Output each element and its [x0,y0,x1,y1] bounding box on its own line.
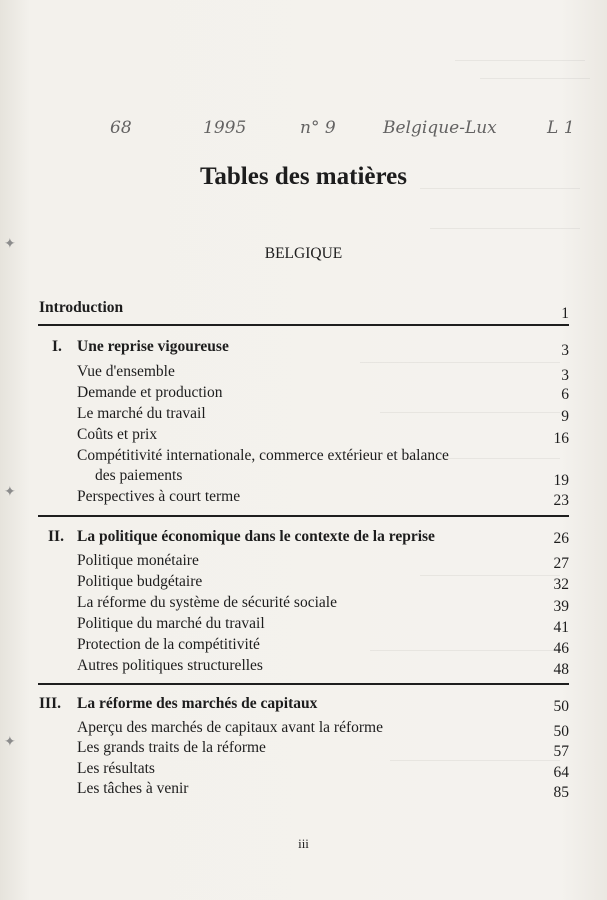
section-rule [38,683,569,685]
toc-item-page: 41 [553,619,569,636]
page-title: Tables des matières [200,163,407,190]
toc-item-label: Les tâches à venir [77,780,189,797]
toc-chapter-numeral: III. [39,695,61,712]
page-number: iii [298,836,309,851]
toc-item-label: La réforme du système de sécurité sociale [77,594,337,611]
toc-item-label: Le marché du travail [77,405,206,422]
toc-item-page: 16 [553,430,569,447]
toc-item-page: 85 [553,784,569,801]
toc-item-page: 23 [553,492,569,509]
toc-item-page: 3 [561,367,569,384]
show-through-line [420,575,560,576]
toc-item-label: Compétitivité internationale, commerce extérieur et balance [77,447,449,464]
toc-item-page: 50 [553,723,569,740]
toc-item-label: Politique budgétaire [77,573,203,590]
handwritten-note: L 1 [547,118,575,138]
toc-chapter-page: 26 [553,530,569,547]
toc-chapter-numeral: II. [48,528,64,545]
toc-item-page: 6 [561,386,569,403]
toc-chapter-title: La réforme des marchés de capitaux [77,695,318,712]
show-through-line [380,412,560,413]
pin-mark: ✦ [4,735,16,750]
handwritten-note: 1995 [203,118,247,138]
toc-chapter-page: 3 [561,342,569,359]
toc-item-page: 19 [553,472,569,489]
toc-intro-label: Introduction [39,299,124,316]
toc-item-label: Politique du marché du travail [77,615,265,632]
show-through-line [360,362,560,363]
toc-item-label: Politique monétaire [77,552,199,569]
handwritten-note: Belgique-Lux [383,118,497,138]
toc-item-label: Les résultats [77,760,155,777]
toc-item-page: 39 [553,598,569,615]
toc-item-label: Demande et production [77,384,223,401]
pin-mark: ✦ [4,485,16,500]
handwritten-note: n° 9 [300,118,336,138]
toc-item-page: 57 [553,743,569,760]
handwritten-note: 68 [110,118,132,138]
toc-item-page: 64 [553,764,569,781]
toc-chapter-page: 50 [553,698,569,715]
show-through-line [370,650,560,651]
pin-mark: ✦ [4,237,16,252]
toc-item-label: Aperçu des marchés de capitaux avant la réforme [77,719,383,736]
toc-item-label: Perspectives à court terme [77,488,241,505]
toc-item-label: Autres politiques structurelles [77,657,263,674]
toc-intro-page: 1 [561,305,569,322]
toc-item-label: Protection de la compétitivité [77,636,260,653]
toc-chapter-title: La politique économique dans le contexte de la reprise [77,528,435,545]
country-heading: BELGIQUE [264,245,343,262]
show-through-line [430,228,580,229]
toc-chapter-numeral: I. [52,338,62,355]
toc-item-label: Vue d'ensemble [77,363,175,380]
section-rule [38,324,569,326]
section-rule [38,515,569,517]
toc-item-page: 27 [553,555,569,572]
toc-item-page: 32 [553,576,569,593]
show-through-line [390,760,560,761]
show-through-line [455,60,585,61]
toc-item-label: Les grands traits de la réforme [77,739,266,756]
toc-item-page: 46 [553,640,569,657]
toc-item-label: Coûts et prix [77,426,158,443]
show-through-line [480,78,590,79]
toc-item-page: 9 [561,408,569,425]
toc-item-label-continued: des paiements [95,467,183,484]
toc-chapter-title: Une reprise vigoureuse [77,338,229,355]
toc-item-page: 48 [553,661,569,678]
